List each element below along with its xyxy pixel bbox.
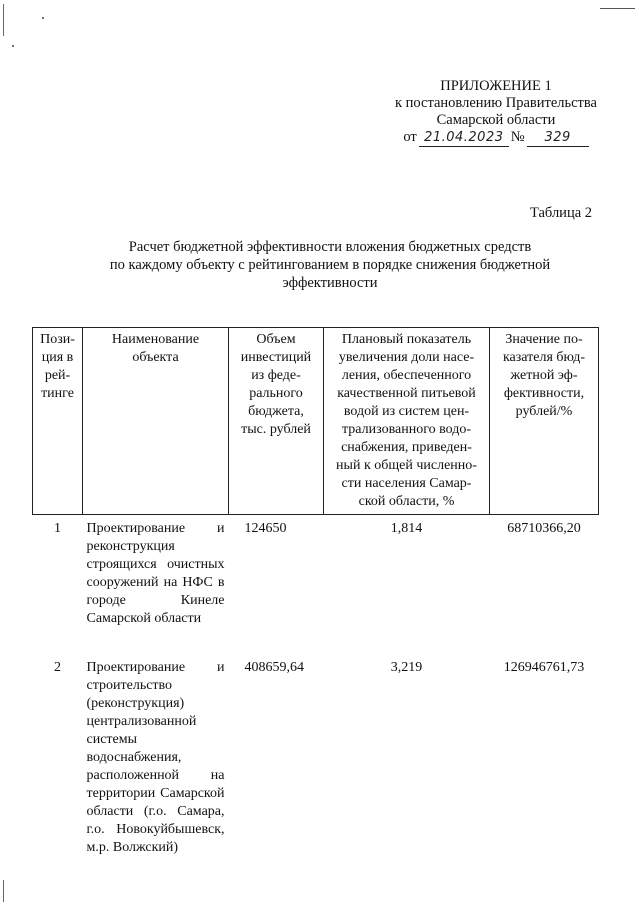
date-number-line [403, 129, 588, 147]
title-line: эффективности [282, 275, 378, 291]
header-text: Плановый показатель увеличения доли насе- ления, обеспеченного качественной питьевой водой из систем цен- трализованного водо- снабжения, приведен- ный к общей численно- сти населения Самар- ской области, % [336, 332, 477, 509]
cell-investment: 408659,64 [244, 660, 304, 675]
handwritten-number: 329 [527, 129, 589, 147]
cell-share: 3,219 [390, 660, 423, 675]
header-text: Объем инвестиций из феде- рального бюджета, тыс. рублей [240, 332, 312, 437]
cell-share: 1,814 [390, 521, 423, 536]
efficiency-table [32, 327, 599, 860]
column-header-value [490, 328, 599, 515]
title-line: по каждому объекту с рейтингованием в порядке снижения бюджетной [109, 257, 551, 273]
header-text: Наименование объекта [111, 332, 200, 365]
cell-value: 68710366,20 [507, 521, 581, 536]
scan-edge [3, 880, 4, 902]
table-label: Таблица 2 [530, 205, 593, 221]
header-text: Значение по- казателя бюд- жетной эф- фективности, рублей/% [502, 332, 586, 419]
cell-investment: 124650 [244, 521, 287, 536]
resolution-line: к постановлению Правительства [395, 95, 597, 111]
appendix-title: ПРИЛОЖЕНИЕ 1 [440, 78, 552, 94]
scan-mark [600, 8, 635, 9]
table-row [33, 647, 599, 860]
scan-speck [42, 17, 44, 19]
title-line: Расчет бюджетной эффективности вложения бюджетных средств [128, 239, 532, 255]
column-header-position [33, 328, 83, 515]
from-prefix: от [403, 129, 417, 145]
document-title [60, 238, 600, 292]
table-row [33, 515, 599, 648]
cell-name: Проектирование и строительство (реконструкция) централизованной системы водоснабжения, расположенной на территории Самарской области (г.о. Самара, г.о. Новокуйбышевск, м.р. Волжский) [86, 660, 225, 855]
header-text: Пози- ция в рей- тинге [40, 332, 75, 401]
scan-speck [12, 45, 14, 47]
handwritten-date: 21.04.2023 [419, 129, 509, 147]
number-prefix: № [510, 129, 525, 145]
appendix-header [380, 78, 612, 147]
region-line: Самарской области [436, 112, 556, 128]
cell-name: Проектирование и реконструкция строящихся очистных сооружений на НФС в городе Кинеле Самарской области [86, 521, 225, 626]
scan-edge [3, 4, 4, 36]
column-header-name [83, 328, 229, 515]
cell-position: 2 [54, 660, 61, 675]
cell-position: 1 [54, 521, 61, 536]
column-header-share [324, 328, 490, 515]
column-header-investment [229, 328, 324, 515]
cell-value: 126946761,73 [503, 660, 585, 675]
